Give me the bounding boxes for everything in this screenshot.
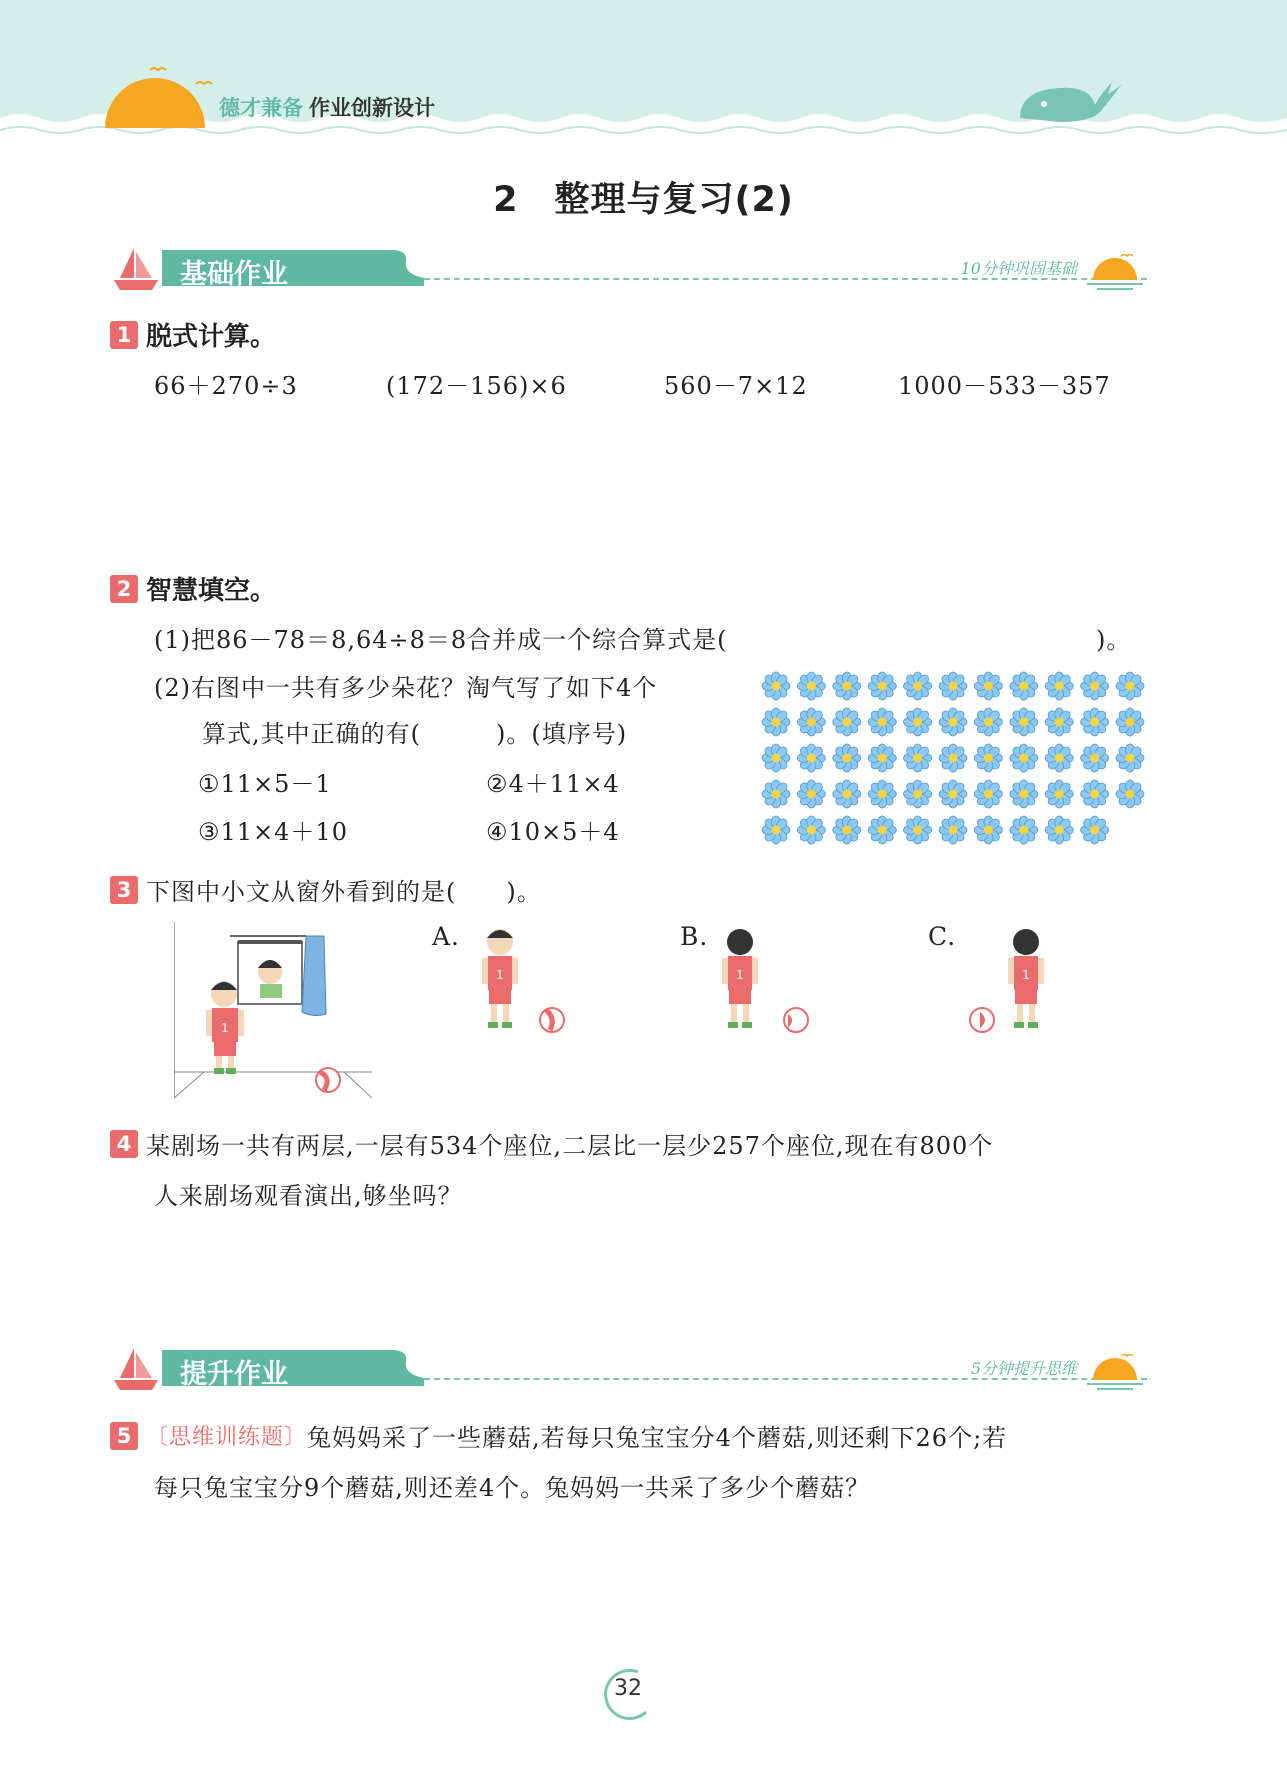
section-time-basic: 10分钟巩固基础: [960, 259, 1077, 278]
flower-icon: [868, 744, 896, 772]
flower-icon: [868, 780, 896, 808]
flower-icon: [1116, 780, 1144, 808]
boy-front-ball-right-image: [470, 924, 570, 1040]
flower-icon: [1045, 816, 1073, 844]
flower-icon: [797, 672, 825, 700]
page-number: 32: [614, 1676, 642, 1701]
q1-expression-3: 560－7×12: [664, 372, 808, 400]
brand-dark-text: 作业创新设计: [309, 96, 435, 120]
flower-icon: [939, 744, 967, 772]
flower-icon: [1010, 672, 1038, 700]
sailboat-icon: [112, 1344, 162, 1394]
flower-icon: [904, 780, 932, 808]
question-title: 智慧填空。: [146, 576, 277, 606]
svg-text:1: 1: [496, 968, 504, 982]
flower-icon: [1116, 708, 1144, 736]
flower-icon: [904, 816, 932, 844]
question-2-heading: [110, 570, 276, 607]
flower-icon: [797, 708, 825, 736]
question-number: 5: [110, 1422, 138, 1450]
flower-grid-image: [760, 670, 1146, 850]
question-title: 脱式计算。: [146, 322, 277, 352]
q1-expression-2: (172－156)×6: [386, 372, 567, 400]
flower-icon: [939, 672, 967, 700]
question-text-line2: 人来剧场观看演出,够坐吗？: [154, 1182, 463, 1210]
svg-text:1: 1: [221, 1021, 229, 1035]
q3-option-c-label: C.: [928, 922, 957, 951]
q3-option-a-label: A.: [432, 922, 461, 951]
q2-part1-end: )。: [1096, 626, 1132, 654]
flower-icon: [762, 780, 790, 808]
question-text-line2: 每只兔宝宝分9个蘑菇,则还差4个。兔妈妈一共采了多少个蘑菇？: [154, 1474, 871, 1502]
question-text: 下图中小文从窗外看到的是( )。: [146, 878, 542, 906]
flower-icon: [762, 816, 790, 844]
question-1-heading: [110, 316, 276, 353]
flower-icon: [1116, 672, 1144, 700]
flower-icon: [868, 816, 896, 844]
q2-option-2: ②4＋11×4: [486, 770, 620, 798]
section-time-advanced: 5分钟提升思维: [970, 1359, 1077, 1378]
flower-icon: [974, 744, 1002, 772]
flower-icon: [1081, 744, 1109, 772]
flower-icon: [1116, 744, 1144, 772]
q2-option-3: ③11×4＋10: [198, 818, 348, 846]
flower-icon: [1045, 780, 1073, 808]
question-4-heading: [110, 1126, 993, 1161]
flower-icon: [1045, 744, 1073, 772]
question-number: 3: [110, 876, 138, 904]
flower-icon: [1010, 780, 1038, 808]
q2-option-4: ④10×5＋4: [486, 818, 620, 846]
flower-icon: [762, 744, 790, 772]
q2-option-1: ①11×5－1: [198, 770, 332, 798]
flower-icon: [868, 672, 896, 700]
svg-text:1: 1: [1022, 968, 1030, 982]
flower-icon: [762, 672, 790, 700]
flower-icon: [939, 708, 967, 736]
flower-icon: [974, 816, 1002, 844]
boy-back-ball-left-image: [962, 924, 1062, 1040]
q1-expression-1: 66＋270÷3: [154, 372, 298, 400]
flower-icon: [833, 708, 861, 736]
flower-icon: [868, 708, 896, 736]
header-banner: [0, 0, 1287, 150]
flower-icon: [833, 780, 861, 808]
flower-icon: [797, 744, 825, 772]
flower-icon: [1045, 708, 1073, 736]
flower-icon: [833, 816, 861, 844]
section-header-advanced: [112, 1344, 1147, 1394]
sunset-icon: [1085, 1352, 1147, 1392]
section-label-advanced: 提升作业: [180, 1359, 288, 1390]
thinking-training-tag: 〔思维训练题〕: [146, 1425, 308, 1450]
q3-option-b-label: B.: [680, 922, 709, 951]
question-text-line1: 某剧场一共有两层,一层有534个座位,二层比一层少257个座位,现在有800个: [146, 1132, 994, 1160]
flower-icon: [1081, 672, 1109, 700]
flower-icon: [797, 780, 825, 808]
page-title: 2 整理与复习(2): [493, 180, 794, 220]
flower-icon: [797, 816, 825, 844]
flower-icon: [833, 744, 861, 772]
svg-text:1: 1: [736, 968, 744, 982]
flower-icon: [833, 672, 861, 700]
flower-icon: [1081, 780, 1109, 808]
flower-icon: [762, 708, 790, 736]
q2-part1-text: (1)把86－78＝8,64÷8＝8合并成一个综合算式是(: [154, 626, 728, 654]
room-window-scene-image: [174, 922, 372, 1098]
question-number: 1: [110, 321, 138, 349]
section-label-basic: 基础作业: [180, 259, 288, 290]
flower-icon: [1010, 708, 1038, 736]
question-number: 4: [110, 1130, 138, 1158]
flower-icon: [974, 780, 1002, 808]
flower-icon: [904, 672, 932, 700]
flower-icon: [904, 708, 932, 736]
q2-part2-line2: 算式,其中正确的有( )。(填序号): [202, 720, 628, 748]
sunset-icon: [1085, 252, 1147, 292]
sailboat-icon: [112, 244, 162, 294]
flower-icon: [1045, 672, 1073, 700]
boy-back-ball-right-image: [710, 924, 810, 1040]
flower-icon: [1081, 816, 1109, 844]
question-text-line1: 兔妈妈采了一些蘑菇,若每只兔宝宝分4个蘑菇,则还剩下26个;若: [307, 1424, 1008, 1452]
q2-part2-line1: (2)右图中一共有多少朵花？淘气写了如下4个: [154, 674, 658, 702]
question-number: 2: [110, 575, 138, 603]
flower-icon: [1081, 708, 1109, 736]
section-header-basic: [112, 244, 1147, 294]
flower-icon: [939, 816, 967, 844]
question-5-heading: [110, 1418, 1007, 1453]
q1-expression-4: 1000－533－357: [898, 372, 1111, 400]
brand-title: [219, 92, 435, 122]
flower-icon: [939, 780, 967, 808]
flower-icon: [974, 672, 1002, 700]
question-3-heading: [110, 872, 542, 907]
flower-icon: [1010, 744, 1038, 772]
flower-icon: [904, 744, 932, 772]
brand-green-text: 德才兼备: [219, 96, 303, 120]
flower-icon: [1010, 816, 1038, 844]
flower-icon: [974, 708, 1002, 736]
